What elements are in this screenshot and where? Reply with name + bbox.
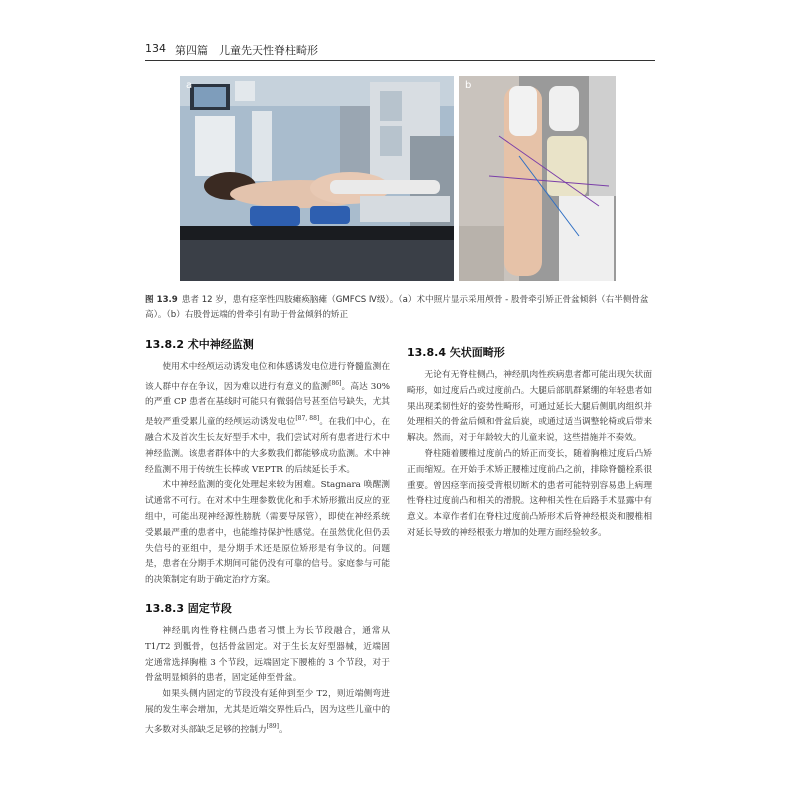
paragraph: 术中神经监测的变化处理起来较为困难。Stagnara 唤醒测试通常不可行。在对术中生理参数优化和手术矫形撤出反应的亚组中，可能出现神经源性膀胱（需要导尿管），即使在神经系统受累最严重的患者中，也能维持保护性感觉。在虽然优化但仍丢失信号的亚组中，是分期手术还是原位矫形是有争议的。问题是，患者在分期手术期间可能仍没有可靠的信号。家庭参与可能的决策制定有助于确定治疗方案。 [145,480,390,586]
panel-label-b: b [465,80,472,91]
figure-number: 图 13.9 [145,295,178,305]
section-heading-neuromonitoring: 13.8.2 术中神经监测 [145,338,254,351]
paragraph: 使用术中经颅运动诱发电位和体感诱发电位进行脊髓监测在该人群中存在争议，因为难以进行有意义的监测[86]。高达 30% 的严重 CP 患者在基线时可能只有微弱信号甚至信号缺失，尤其是较严重受累儿童的经颅运动诱发电位[87, 88]。在我们中心，在融合术及首次生长友好型手术中，我们尝试对所有患者进行术中神经监测。该患者群体中的大多数我们都能够成功监测。术中神经监测不用于传统生长棒或 VEPTR 的后续延长手术。 [145,362,391,475]
figure-panel-a-photo [180,76,454,281]
header-rule [145,60,655,61]
page-number: 134 [145,42,166,55]
section-heading-fusion-levels: 13.8.3 固定节段 [145,601,232,615]
figure-caption [145,293,655,323]
paragraph: 无论有无脊柱侧凸，神经肌肉性疾病患者都可能出现矢状面畸形，如过度后凸或过度前凸。大腿后部肌群紧绷的年轻患者如果出现柔韧性好的姿势性畸形，可通过延长大腿后侧肌肉组织并处理相关的骨盆后倾和骨盆后旋，或通过适当调整轮椅或后带来解决。然而，对于年龄较大的儿童来说，这些措施并不奏效。 [407,370,652,444]
paragraph: 如果头侧内固定的节段没有延伸到至少 T2，则近端侧弯进展的发生率会增加，尤其是近端交界性后凸，因为这些儿童中的大多数对头部缺乏足够的控制力[89]。 [145,689,390,735]
femoral-traction-photo [459,76,616,281]
operating-room-photo [180,76,454,281]
left-column [145,333,390,738]
page-header [145,42,655,60]
paragraph: 神经肌肉性脊柱侧凸患者习惯上为长节段融合，通常从 T1/T2 到骶骨，包括骨盆固定。对于生长友好型器械，近端固定通常选择胸椎 3 个节段，远端固定下腰椎的 3 个节段，对于骨盆明显倾斜的患者，固定延伸至骨盆。 [145,625,390,684]
running-title: 第四篇 儿童先天性脊柱畸形 [175,44,318,57]
paragraph: 脊柱随着腰椎过度前凸的矫正而变长，随着胸椎过度后凸矫正而缩短。在开始手术矫正腰椎过度前凸之前，排除脊髓栓系很重要。曾因痉挛而接受背根切断术的患者可能特别容易患上病理性脊柱过度前凸和相关的滑脱。这种相关性在后路手术显露中有意义。本章作者们在脊柱过度前凸矫形术后脊神经根炎和腰椎相对延长导致的神经根张力增加的处理方面经验较多。 [407,448,652,538]
right-column [407,333,652,542]
panel-label-a: a [186,80,193,91]
figure-panel-b-photo [459,76,616,281]
section-heading-sagittal-deformity: 13.8.4 矢状面畸形 [407,346,505,359]
figure-caption-text: 患者 12 岁，患有痉挛性四肢瘫痪脑瘫（GMFCS Ⅳ级）。（a）术中照片显示采用颅骨 - 股骨牵引矫正骨盆倾斜（右半侧骨盆高）。（b）右股骨远端的骨牵引有助于骨盆倾斜的矫正 [145,295,649,320]
